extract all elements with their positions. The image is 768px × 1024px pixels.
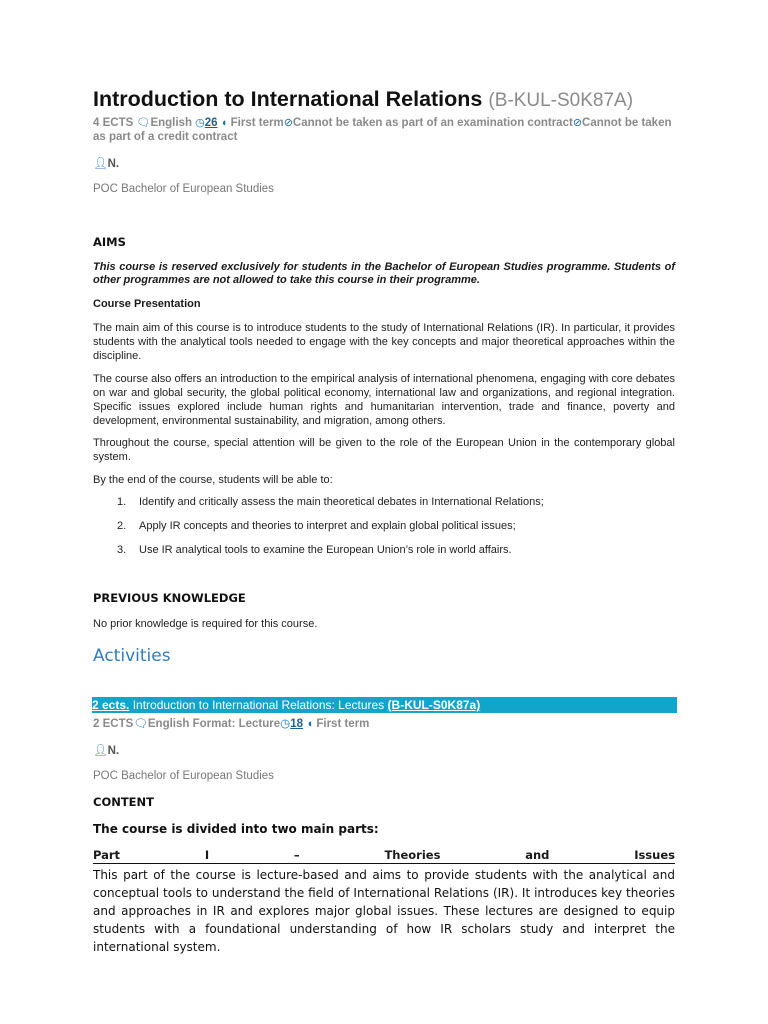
person-icon: 👤︎ xyxy=(93,745,108,757)
list-item: 1. Identify and critically assess the main theoretical debates in International Relations; xyxy=(117,496,544,508)
activity-teacher[interactable]: 👤︎N. xyxy=(93,745,120,757)
part-one-heading: Part I – Theories and Issues xyxy=(93,848,675,862)
aims-heading: AIMS xyxy=(93,235,126,249)
speech-bubble-icon: 🗨︎ xyxy=(136,117,151,129)
ects-value: 4 ECTS xyxy=(93,117,134,129)
content-heading: CONTENT xyxy=(93,795,155,809)
part-one-text: This part of the course is lecture-based and aims to provide students with the analytical and conceptual tools to understand the field of International Relations (IR). It introduces key theories and approaches in IR and explores major global issues. These lectures are designed to equip students with a foundational understanding of how IR scholars study and interpret the international system. xyxy=(93,868,675,954)
course-meta xyxy=(93,116,675,144)
speech-bubble-icon: 🗨︎ xyxy=(133,718,148,730)
activities-heading: Activities xyxy=(93,646,171,666)
aims-paragraph-1: The main aim of this course is to introduce students to the study of International Relations (IR). In particular, it provides students with the analytical tools needed to engage with the key concepts and major theoretical approaches within the discipline. xyxy=(93,322,675,362)
aims-paragraph-2: The course also offers an introduction to the empirical analysis of international phenomena, engaging with core debates on war and global security, the global political economy, international law and organizations, and regional integration. Specific issues explored include human rights and humanitarian intervention, trade and finance, poverty and development, environmental sustainability, and migration, among others. xyxy=(93,373,675,427)
clock-icon: ◷ xyxy=(195,117,205,129)
aims-notice: This course is reserved exclusively for students in the Bachelor of European Studies programme. Students of other programmes are not allowed to take this course in their programme. xyxy=(93,261,675,286)
term-value: First term xyxy=(230,117,284,129)
aims-paragraph-4: By the end of the course, students will be able to: xyxy=(93,474,333,486)
list-item: 2. Apply IR concepts and theories to interpret and explain global political issues; xyxy=(117,520,516,532)
activity-code[interactable]: (B-KUL-S0K87a) xyxy=(387,698,481,712)
credit-contract-note: Cannot be taken as part of a credit contract xyxy=(93,117,672,143)
activity-ects[interactable]: 2 ects. xyxy=(92,698,130,712)
half-circle-icon: ◖ xyxy=(220,117,228,129)
activity-poc-label: POC Bachelor of European Studies xyxy=(93,770,274,782)
prohibited-icon: ⊘ xyxy=(283,117,293,129)
activity-title[interactable]: Introduction to International Relations: Lectures xyxy=(132,698,385,712)
prohibited-icon: ⊘ xyxy=(572,117,583,129)
course-presentation-heading: Course Presentation xyxy=(93,298,201,310)
language-value: English xyxy=(150,117,192,129)
person-icon: 👤︎ xyxy=(93,158,108,170)
teacher[interactable]: 👤︎N. xyxy=(93,158,120,170)
course-title: Introduction to International Relations (B-KUL-S0K87A) xyxy=(93,87,634,111)
previous-knowledge-text: No prior knowledge is required for this course. xyxy=(93,618,318,630)
content-subheading: The course is divided into two main parts: xyxy=(93,822,379,836)
activity-header-bar[interactable] xyxy=(92,697,677,713)
half-circle-icon: ◖ xyxy=(306,718,314,730)
aims-paragraph-3: Throughout the course, special attention will be given to the role of the European Union in the contemporary global system. xyxy=(93,437,675,463)
poc-label: POC Bachelor of European Studies xyxy=(93,183,274,195)
list-item: 3. Use IR analytical tools to examine the European Union’s role in world affairs. xyxy=(117,544,512,556)
hours-link[interactable]: 26 xyxy=(204,117,218,129)
activity-hours-link[interactable]: 18 xyxy=(290,718,303,730)
activity-meta: 2 ECTS🗨︎English Format: Lecture◷18 ◖ First term xyxy=(93,718,370,730)
clock-icon: ◷ xyxy=(280,718,291,730)
previous-knowledge-heading: PREVIOUS KNOWLEDGE xyxy=(93,591,246,605)
course-code: (B-KUL-S0K87A) xyxy=(488,90,634,111)
exam-contract-note: Cannot be taken as part of an examination contract xyxy=(292,117,573,129)
